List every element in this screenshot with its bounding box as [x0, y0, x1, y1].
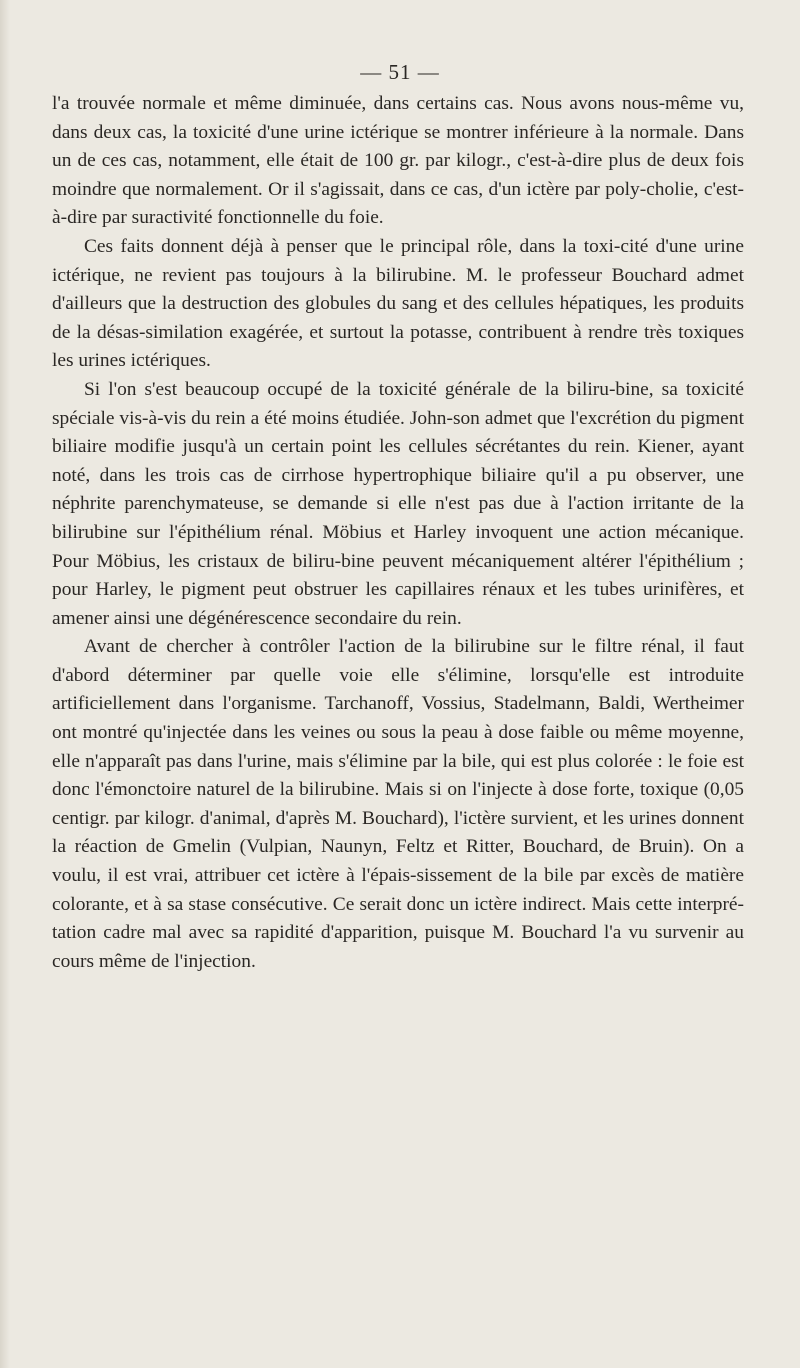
paragraph-2: Ces faits donnent déjà à penser que le principal rôle, dans la toxi-cité d'une urine ictérique, ne revient pas toujours à la bilirubine. M. le professeur Bouchard admet d'ailleurs que la destruction des globules du sang et des cellules hépatiques, les produits de la désas-similation exagérée, et surtout la potasse, contribuent à rendre très toxiques les urines ictériques. — [52, 235, 744, 372]
page-number: — 51 — — [360, 60, 440, 84]
paragraph-1: l'a trouvée normale et même diminuée, dans certains cas. Nous avons nous-même vu, dans deux cas, la toxicité d'une urine ictérique se montrer inférieure à la normale. Dans un de ces cas, notamment, elle était de 100 gr. par kilogr., c'est-à-dire plus de deux fois moindre que normalement. Or il s'agissait, dans ce cas, d'un ictère par poly-cholie, c'est-à-dire par suractivité fonctionnelle du foie. — [52, 93, 744, 229]
page-edge-shadow — [0, 0, 10, 1368]
paragraph-3: Si l'on s'est beaucoup occupé de la toxicité générale de la biliru-bine, sa toxicité spéciale vis-à-vis du rein a été moins étudiée. John-son admet que l'excrétion du pigment biliaire modifie jusqu'à un certain point les cellules sécrétantes du rein. Kiener, ayant noté, dans les trois cas de cirrhose hypertrophique biliaire qu'il a pu observer, une néphrite parenchymateuse, se demande si elle n'est pas due à l'action irritante de la bilirubine sur l'épithélium rénal. Möbius et Harley invoquent une action mécanique. Pour Möbius, les cristaux de biliru-bine peuvent mécaniquement altérer l'épithélium ; pour Harley, le pigment peut obstruer les capillaires rénaux et les tubes urinifères, et amener ainsi une dégénérescence secondaire du rein. — [52, 378, 744, 629]
text-body — [52, 90, 744, 976]
paragraph-4: Avant de chercher à contrôler l'action de la bilirubine sur le filtre rénal, il faut d'abord déterminer par quelle voie elle s'élimine, lorsqu'elle est introduite artificiellement dans l'organisme. Tarchanoff, Vossius, Stadelmann, Baldi, Wertheimer ont montré qu'injectée dans les veines ou sous la peau à dose faible ou même moyenne, elle n'apparaît pas dans l'urine, mais s'élimine par la bile, qui est plus colorée : le foie est donc l'émonctoire naturel de la bilirubine. Mais si on l'injecte à dose forte, toxique (0,05 centigr. par kilogr. d'animal, d'après M. Bouchard), l'ictère survient, et les urines donnent la réaction de Gmelin (Vulpian, Naunyn, Feltz et Ritter, Bouchard, de Bruin). On a voulu, il est vrai, attribuer cet ictère à l'épais-sissement de la bile par excès de matière colorante, et à sa stase consécutive. Ce serait donc un ictère indirect. Mais cette interpré-tation cadre mal avec sa rapidité d'apparition, puisque M. Bouchard l'a vu survenir au cours même de l'injection. — [52, 636, 744, 972]
